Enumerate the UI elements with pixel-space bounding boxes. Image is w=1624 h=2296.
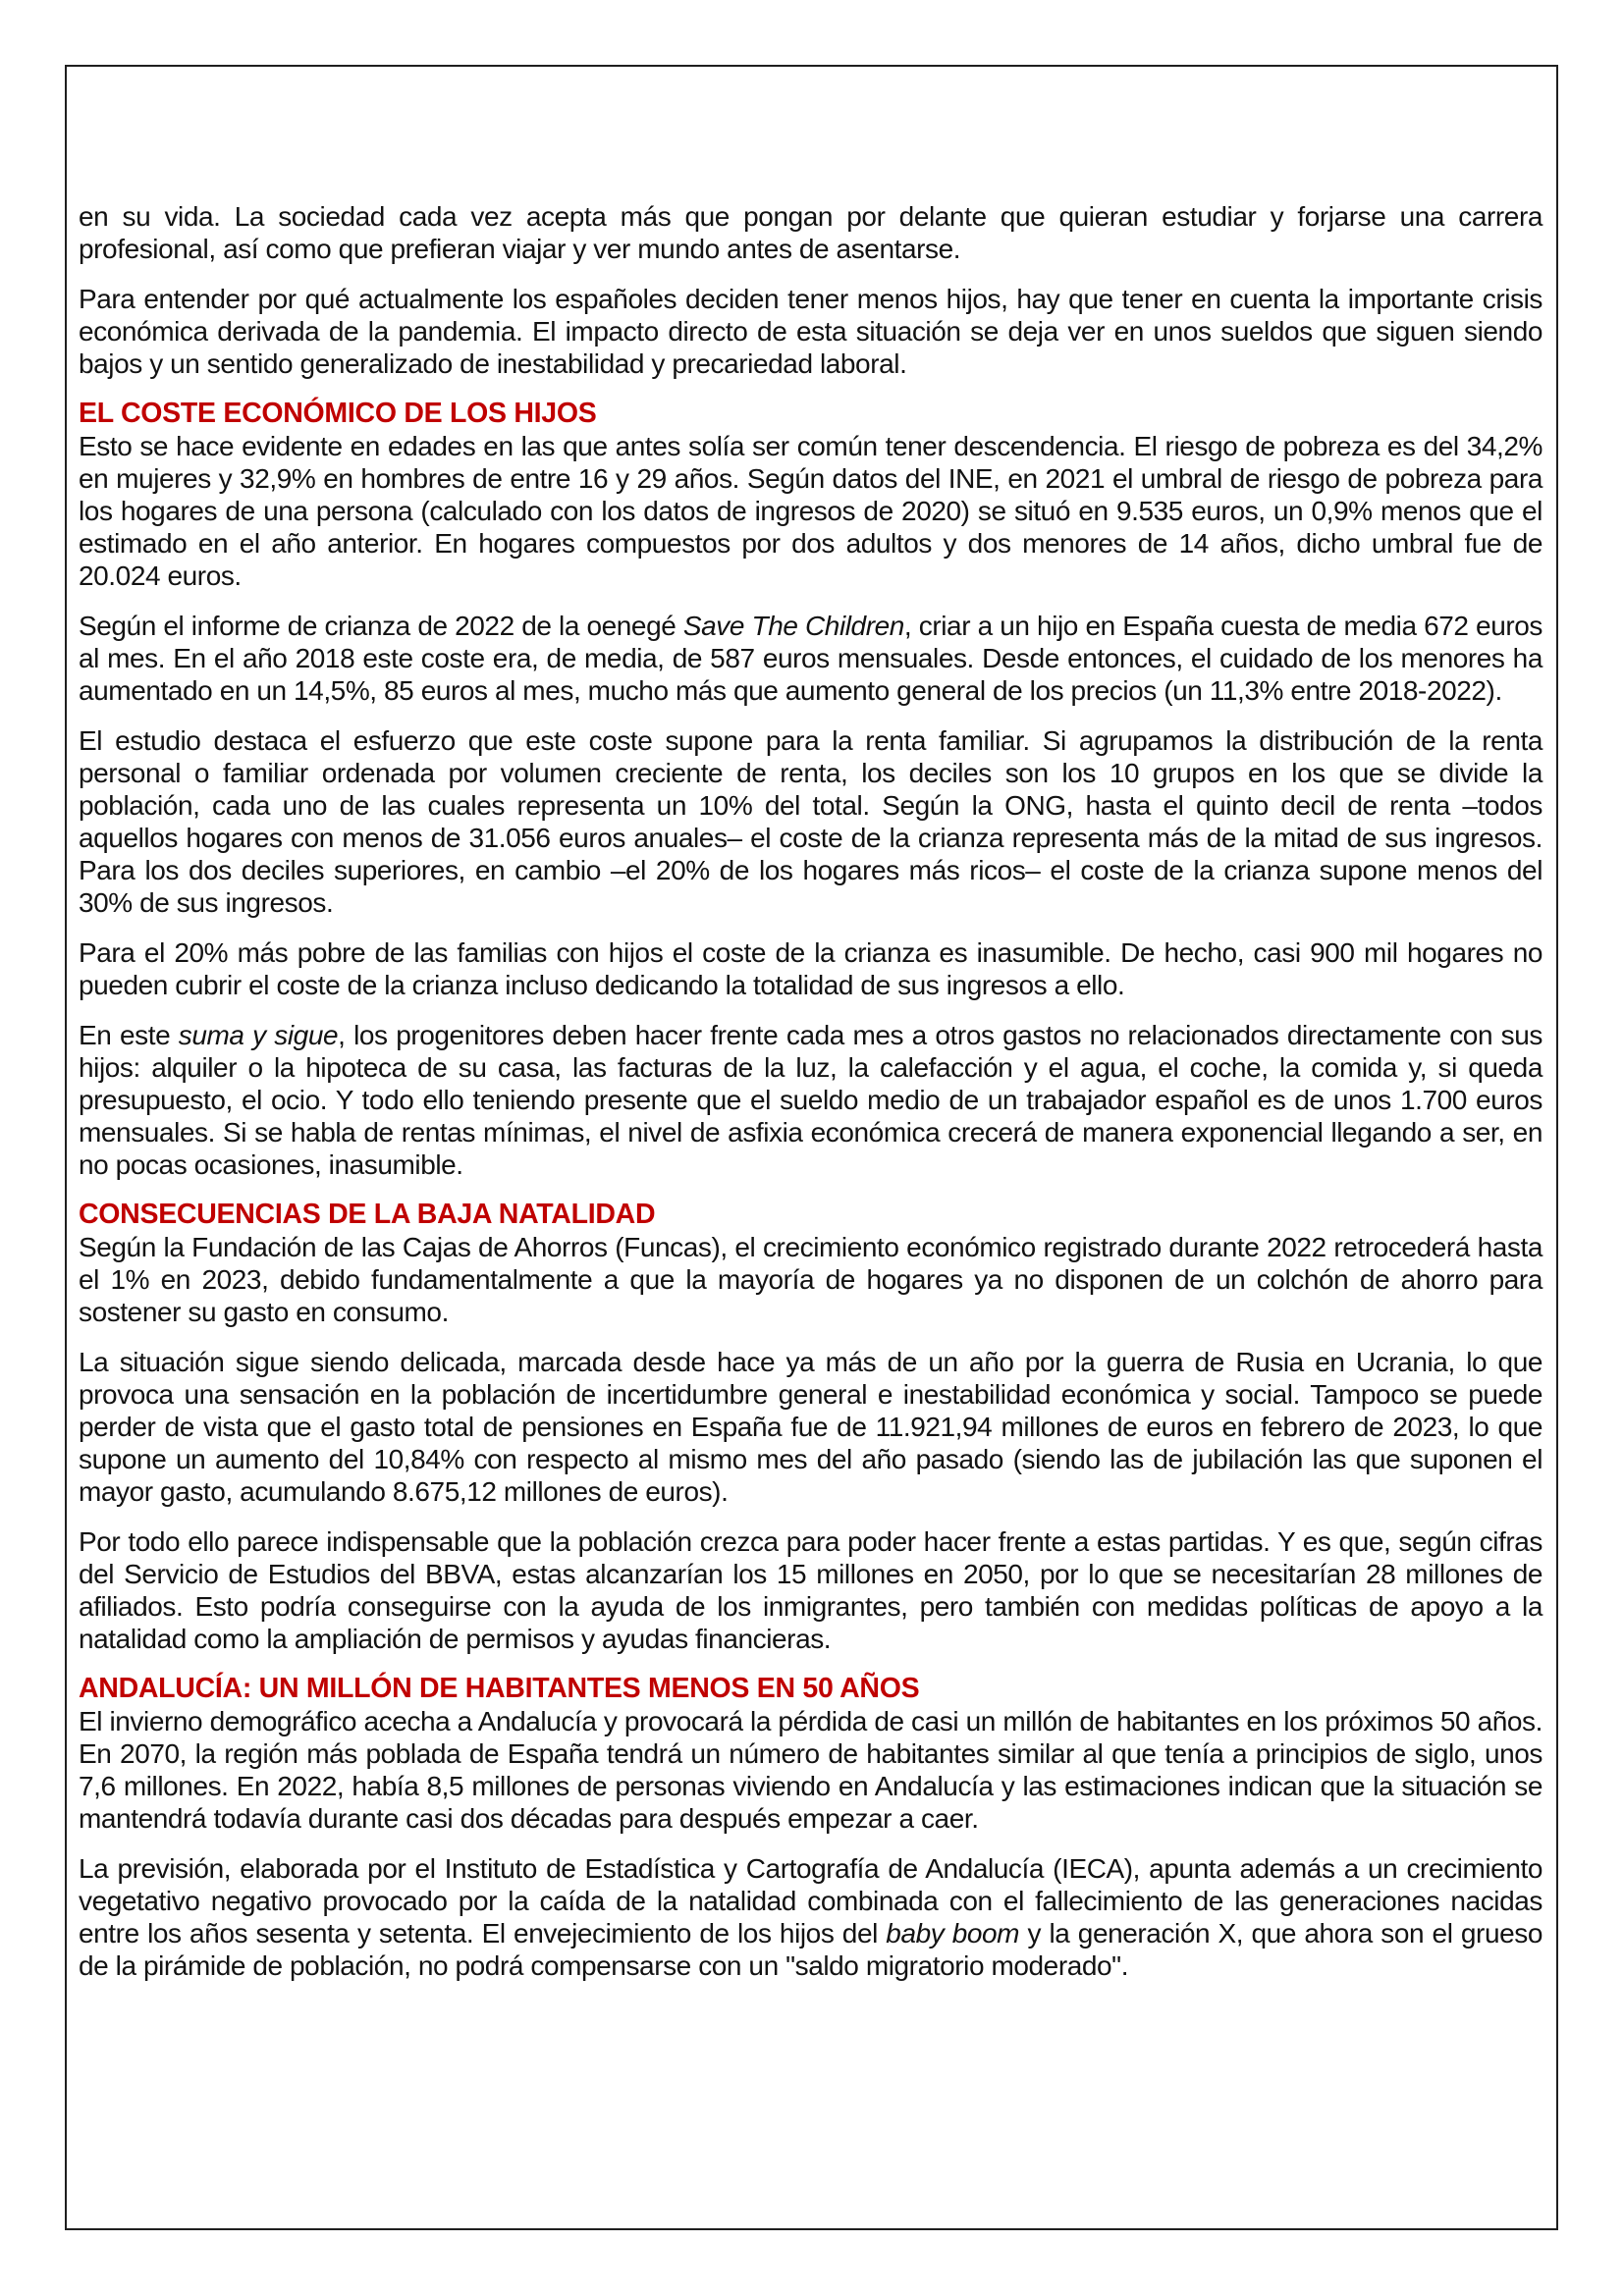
text-run: , criar a un hijo en España cuesta de media 672 euros al mes. En el año 2018 este coste era, de media, de 587 euros mensuales. Desde entonces, el cuidado de los menores ha aumentado en un 14,5%, 85 euros al mes, mucho más que aumento general de los precios (un 11,3% entre 2018-2022). xyxy=(79,611,1543,706)
text-run: Según el informe de crianza de 2022 de la oenegé xyxy=(79,611,683,641)
body-paragraph xyxy=(79,1019,1543,1181)
text-run: , los progenitores deben hacer frente cada mes a otros gastos no relacionados directamente con sus hijos: alquiler o la hipoteca de su casa, las facturas de la luz, la calefacción y el agua, el coche, la comida y, si queda presupuesto, el ocio. Y todo ello teniendo presente que el sueldo medio de un trabajador español es de unos 1.700 euros mensuales. Si se habla de rentas mínimas, el nivel de asfixia económica crecerá de manera exponencial llegando a ser, en no pocas ocasiones, inasumible. xyxy=(79,1020,1543,1180)
text-run: El estudio destaca el esfuerzo que este coste supone para la renta familiar. Si agrupamos la distribución de la renta personal o familiar ordenada por volumen creciente de renta, los deciles son los 10 grupos en los que se divide la población, cada uno de las cuales representa un 10% del total. Según la ONG, hasta el quinto decil de renta –todos aquellos hogares con menos de 31.056 euros anuales– el coste de la crianza representa más de la mitad de sus ingresos. Para los dos deciles superiores, en cambio –el 20% de los hogares más ricos– el coste de la crianza supone menos del 30% de sus ingresos. xyxy=(79,725,1543,918)
italic-text-run: suma y sigue xyxy=(178,1020,339,1050)
page-frame xyxy=(65,65,1558,2230)
text-run: Por todo ello parece indispensable que la población crezca para poder hacer frente a estas partidas. Y es que, según cifras del Servicio de Estudios del BBVA, estas alcanzarían los 15 millones en 2050, por lo que se necesitarían 28 millones de afiliados. Esto podría conseguirse con la ayuda de los inmigrantes, pero también con medidas políticas de apoyo a la natalidad como la ampliación de permisos y ayudas financieras. xyxy=(79,1526,1543,1654)
italic-text-run: Save The Children xyxy=(682,611,904,641)
section-heading: ANDALUCÍA: UN MILLÓN DE HABITANTES MENOS EN 50 AÑOS xyxy=(79,1673,920,1704)
body-paragraph xyxy=(79,610,1543,707)
body-paragraph xyxy=(79,936,1543,1001)
text-run: Para entender por qué actualmente los españoles deciden tener menos hijos, hay que tener en cuenta la importante crisis económica derivada de la pandemia. El impacto directo de esta situación se deja ver en unos sueldos que siguen siendo bajos y un sentido generalizado de inestabilidad y precariedad laboral. xyxy=(79,284,1543,379)
text-run: Según la Fundación de las Cajas de Ahorros (Funcas), el crecimiento económico registrado durante 2022 retrocederá hasta el 1% en 2023, debido fundamentalmente a que la mayoría de hogares ya no disponen de un colchón de ahorro para sostener su gasto en consumo. xyxy=(79,1232,1543,1327)
body-paragraph xyxy=(79,1705,1543,1835)
body-paragraph xyxy=(79,283,1543,380)
text-run: La previsión, elaborada por el Instituto de Estadística y Cartografía de Andalucía (IECA), apunta además a un crecimiento vegetativo negativo provocado por la caída de la natalidad combinada con el fallecimiento de las generaciones nacidas entre los años sesenta y setenta. El envejecimiento de los hijos del xyxy=(79,1853,1543,1949)
section-heading: CONSECUENCIAS DE LA BAJA NATALIDAD xyxy=(79,1199,656,1230)
body-paragraph xyxy=(79,1525,1543,1655)
body-paragraph xyxy=(79,1231,1543,1328)
body-paragraph xyxy=(79,200,1543,265)
body-paragraph xyxy=(79,1852,1543,1982)
body-paragraph xyxy=(79,724,1543,919)
text-run: Esto se hace evidente en edades en las que antes solía ser común tener descendencia. El riesgo de pobreza es del 34,2% en mujeres y 32,9% en hombres de entre 16 y 29 años. Según datos del INE, en 2021 el umbral de riesgo de pobreza para los hogares de una persona (calculado con los datos de ingresos de 2020) se situó en 9.535 euros, un 0,9% menos que el estimado en el año anterior. En hogares compuestos por dos adultos y dos menores de 14 años, dicho umbral fue de 20.024 euros. xyxy=(79,431,1543,591)
text-run: La situación sigue siendo delicada, marcada desde hace ya más de un año por la guerra de Rusia en Ucrania, lo que provoca una sensación en la población de incertidumbre general e inestabilidad económica y social. Tampoco se puede perder de vista que el gasto total de pensiones en España fue de 11.921,94 millones de euros en febrero de 2023, lo que supone un aumento del 10,84% con respecto al mismo mes del año pasado (siendo las de jubilación las que suponen el mayor gasto, acumulando 8.675,12 millones de euros). xyxy=(79,1347,1543,1507)
document-content xyxy=(79,67,1543,2000)
text-run: en su vida. La sociedad cada vez acepta más que pongan por delante que quieran estudiar y forjarse una carrera profesional, así como que prefieran viajar y ver mundo antes de asentarse. xyxy=(79,201,1543,264)
body-paragraph xyxy=(79,1346,1543,1508)
body-paragraph xyxy=(79,430,1543,592)
text-run: En este xyxy=(79,1020,179,1050)
text-run: y la generación X, que ahora son el grueso de la pirámide de población, no podrá compensarse con un "saldo migratorio moderado". xyxy=(79,1918,1543,1981)
italic-text-run: baby boom xyxy=(886,1918,1020,1949)
section-heading: EL COSTE ECONÓMICO DE LOS HIJOS xyxy=(79,398,597,429)
text-run: Para el 20% más pobre de las familias con hijos el coste de la crianza es inasumible. De hecho, casi 900 mil hogares no pueden cubrir el coste de la crianza incluso dedicando la totalidad de sus ingresos a ello. xyxy=(79,937,1543,1000)
text-run: El invierno demográfico acecha a Andalucía y provocará la pérdida de casi un millón de habitantes en los próximos 50 años. En 2070, la región más poblada de España tendrá un número de habitantes similar al que tenía a principios de siglo, unos 7,6 millones. En 2022, había 8,5 millones de personas viviendo en Andalucía y las estimaciones indican que la situación se mantendrá todavía durante casi dos décadas para después empezar a caer. xyxy=(79,1706,1543,1834)
